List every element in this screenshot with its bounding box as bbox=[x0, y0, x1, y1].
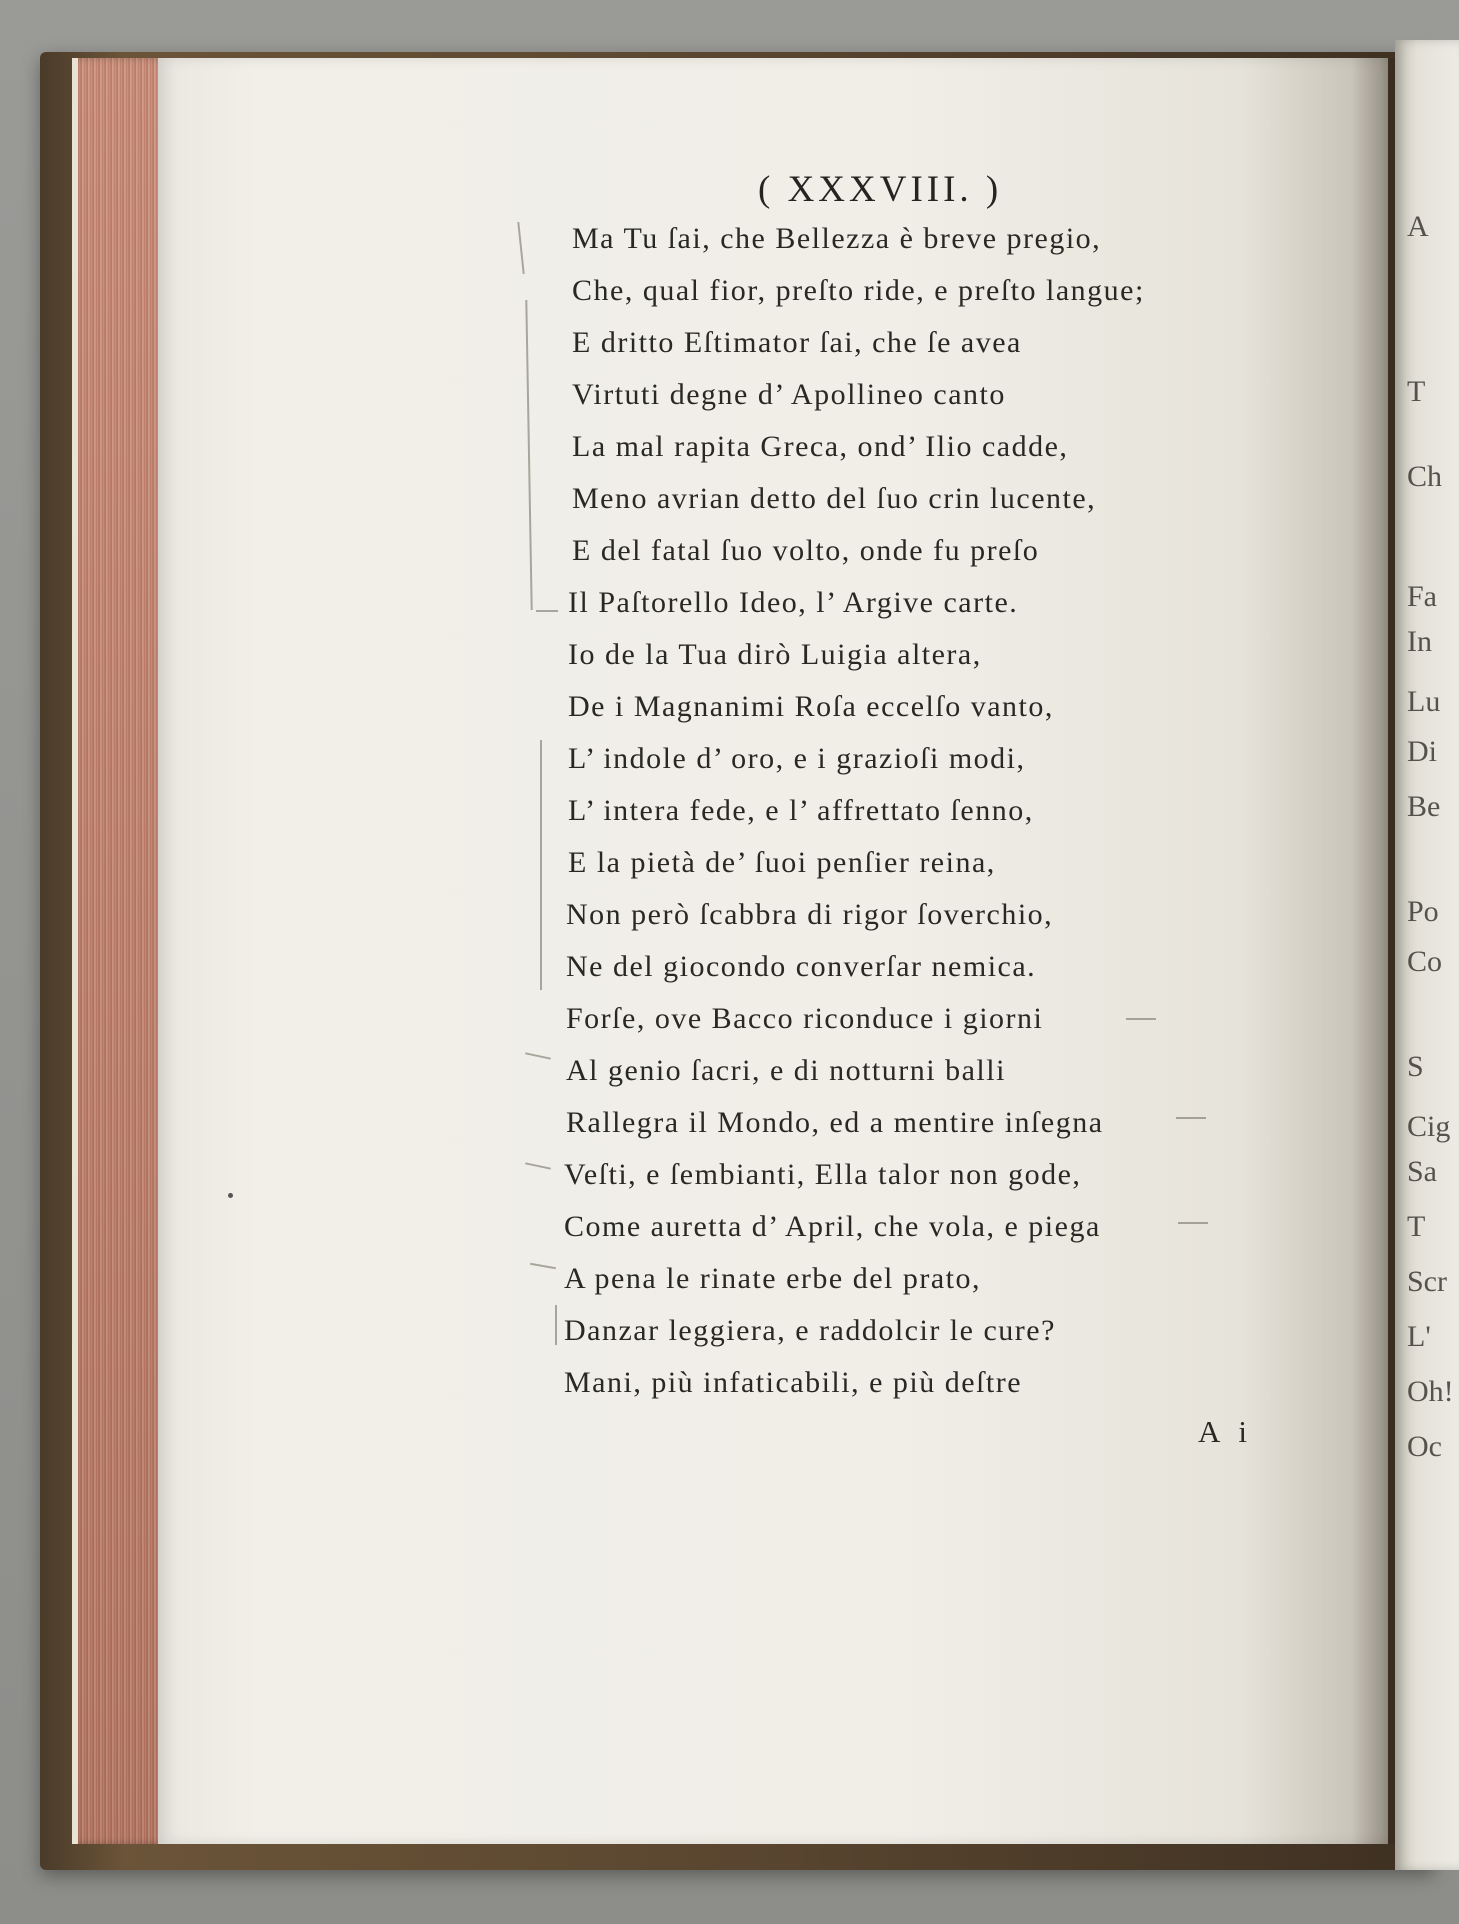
facing-line: Ch bbox=[1407, 460, 1443, 493]
pencil-mark bbox=[555, 1305, 557, 1345]
verse-line: L’ intera fede, e l’ affrettato ſenno, bbox=[568, 794, 1034, 827]
facing-line: Be bbox=[1407, 790, 1441, 823]
verse-line: Meno avrian detto del ſuo crin lucente, bbox=[572, 482, 1097, 515]
facing-line: Fa bbox=[1407, 580, 1437, 613]
verse-line: La mal rapita Greca, ond’ Ilio cadde, bbox=[572, 430, 1069, 463]
verse-line: L’ indole d’ oro, e i grazioſi modi, bbox=[568, 742, 1026, 775]
facing-line: Co bbox=[1407, 945, 1443, 978]
verse-line: Come auretta d’ April, che vola, e piega bbox=[564, 1210, 1101, 1243]
verse-line: Non però ſcabbra di rigor ſoverchio, bbox=[566, 898, 1054, 931]
verse-line: Rallegra il Mondo, ed a mentire inſegna bbox=[566, 1106, 1104, 1139]
verse-line: Io de la Tua dirò Luigia altera, bbox=[568, 638, 982, 671]
verse-line: Mani, più infaticabili, e più deſtre bbox=[564, 1366, 1023, 1399]
pencil-mark bbox=[1126, 1018, 1156, 1020]
verse-line: Al genio ſacri, e di notturni balli bbox=[566, 1054, 1006, 1087]
verse-line: E la pietà de’ ſuoi penſier reina, bbox=[568, 846, 996, 879]
facing-line: Sa bbox=[1407, 1155, 1437, 1188]
facing-line: S bbox=[1407, 1050, 1424, 1083]
facing-page bbox=[1395, 40, 1459, 1870]
facing-line: Oh! bbox=[1407, 1375, 1454, 1408]
facing-line: In bbox=[1407, 625, 1432, 658]
facing-line: L' bbox=[1407, 1320, 1431, 1353]
pencil-mark bbox=[1178, 1222, 1208, 1224]
pencil-bracket bbox=[540, 740, 542, 990]
verse-line: Ne del giocondo converſar nemica. bbox=[566, 950, 1037, 983]
pencil-mark bbox=[536, 610, 558, 612]
page-edges bbox=[72, 58, 168, 1844]
verse-line: A pena le rinate erbe del prato, bbox=[564, 1262, 981, 1295]
verse-line: Veſti, e ſembianti, Ella talor non gode, bbox=[564, 1158, 1082, 1191]
facing-line: Scr bbox=[1407, 1265, 1447, 1298]
gutter-shadow bbox=[1352, 58, 1398, 1844]
facing-line: Po bbox=[1407, 895, 1439, 928]
facing-line: T bbox=[1407, 1210, 1426, 1243]
running-head: ( XXXVIII. ) bbox=[758, 169, 1003, 210]
verse-line: Il Paſtorello Ideo, l’ Argive carte. bbox=[568, 586, 1019, 619]
facing-line: T bbox=[1407, 375, 1426, 408]
verse-line: Che, qual fior, preſto ride, e preſto langue; bbox=[572, 274, 1145, 307]
verse-line: Virtuti degne d’ Apollineo canto bbox=[572, 378, 1006, 411]
verse-line: Forſe, ove Bacco riconduce i giorni bbox=[566, 1002, 1044, 1035]
facing-line: Di bbox=[1407, 735, 1437, 768]
verse-line: E del fatal ſuo volto, onde fu preſo bbox=[572, 534, 1040, 567]
ink-dot bbox=[228, 1193, 233, 1198]
verse-line: E dritto Eſtimator ſai, che ſe avea bbox=[572, 326, 1022, 359]
catchword: A i bbox=[1198, 1414, 1254, 1449]
facing-line: A bbox=[1407, 210, 1429, 243]
verse-line: De i Magnanimi Roſa eccelſo vanto, bbox=[568, 690, 1054, 723]
facing-line: Lu bbox=[1407, 685, 1441, 718]
facing-line: Oc bbox=[1407, 1430, 1442, 1463]
pencil-mark bbox=[1176, 1117, 1206, 1119]
verse-line: Ma Tu ſai, che Bellezza è breve pregio, bbox=[572, 222, 1102, 255]
verse-line: Danzar leggiera, e raddolcir le cure? bbox=[564, 1314, 1056, 1347]
facing-line: Cig bbox=[1407, 1110, 1451, 1143]
